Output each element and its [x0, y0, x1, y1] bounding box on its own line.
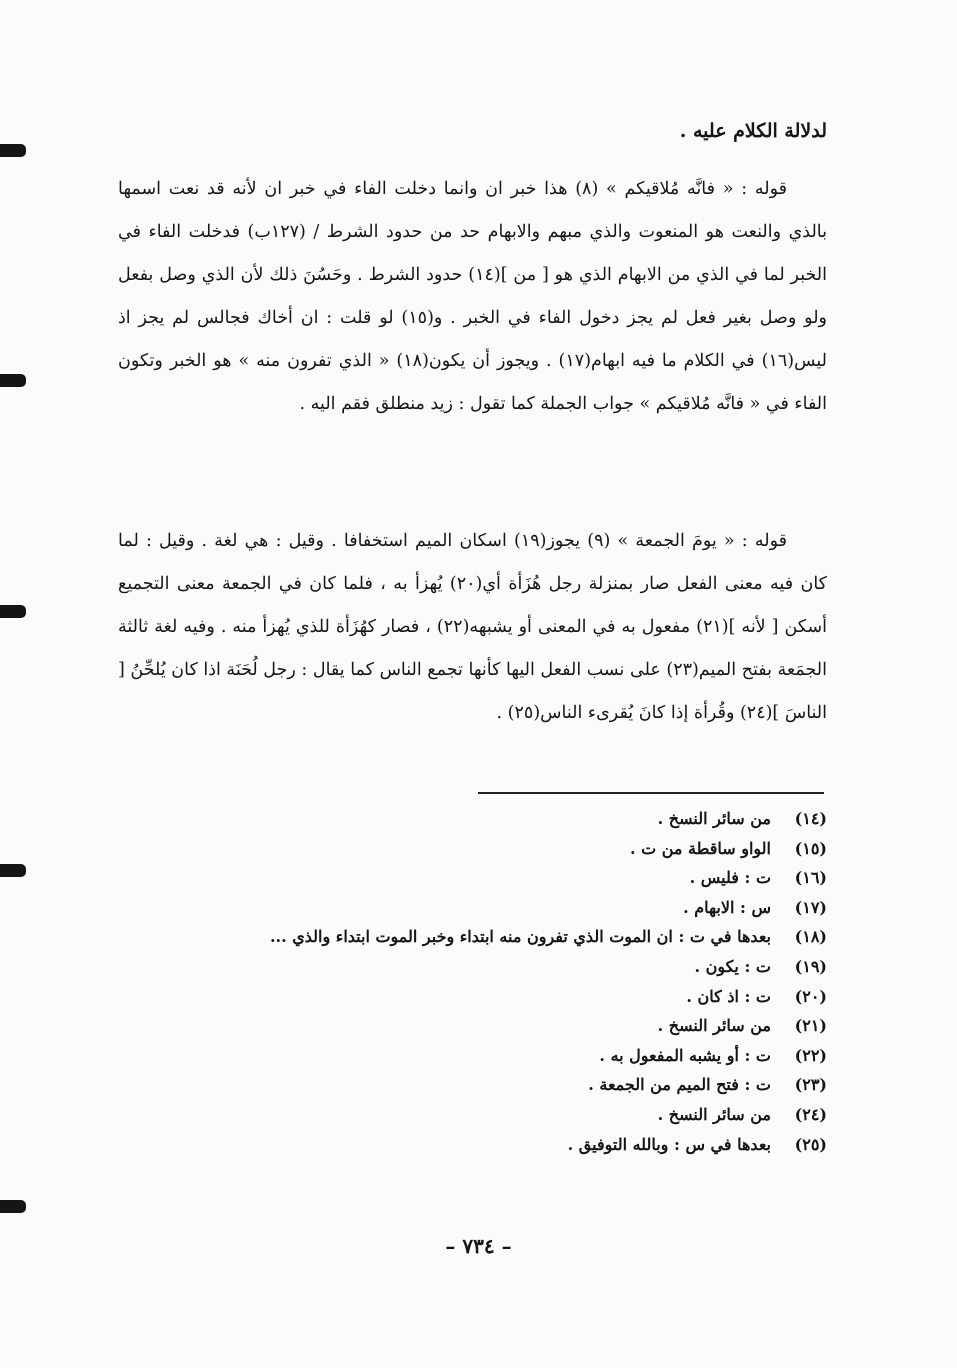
footnote-number: (٢٤): [794, 1104, 827, 1124]
footnote-text: من سائر النسخ .: [657, 809, 771, 828]
footnote: [118, 893, 827, 923]
footnote-number: (١٤): [794, 809, 827, 828]
footnote-text: بعدها في ت : ان الموت الذي تفرون منه ابتداء وخبر الموت ابتداء والذي ...: [269, 927, 771, 947]
footnote-number: (١٧): [794, 897, 827, 917]
footnote-number: (٢٣): [794, 1075, 827, 1095]
footnote: [118, 922, 827, 952]
footnote-text: بعدها في س : وبالله التوفيق .: [567, 1134, 771, 1154]
footnote-number: (٢٢): [794, 1045, 827, 1065]
footnote: [118, 1041, 827, 1071]
footnote-text: الواو ساقطة من ت .: [629, 838, 771, 858]
footnote-number: (١٥): [794, 838, 827, 858]
footnote-text: ت : يكون .: [694, 956, 771, 976]
binding-mark: [0, 1200, 26, 1213]
footnote-number: (٢٥): [794, 1134, 827, 1154]
paragraph: [118, 168, 827, 426]
footnote-number: (١٩): [794, 956, 827, 976]
footnote-text: س : الابهام .: [683, 897, 771, 917]
binding-mark: [0, 144, 26, 157]
footnote: [118, 982, 827, 1012]
paragraph-text: قوله : « فانَّه مُلاقيكم » (٨) هذا خبر ان وانما دخلت الفاء في خبر ان لأنه قد نعت اسمها بالذي والنعت هو المنعوت والذي مبهم والابهام حد من حدود الشرط / (١٢٧ب) فدخلت الفاء في الخبر لما في الذي من الابهام الذي هو [ من ](١٤) حدود الشرط . وحَسُنَ ذلك لأن الذي وصل بفعل ولو وصل بغير فعل لم يجز دخول الفاء في الخبر . و(١٥) لو قلت : ان أخاك فجالس لم يجز اذ ليس(١٦) في الكلام ما فيه ابهام(١٧) . ويجوز أن يكون(١٨) « الذي تفرون منه » هو الخبر وتكون الفاء في « فانَّه مُلاقيكم » جواب الجملة كما تقول : زيد منطلق فقم اليه .: [118, 179, 827, 414]
footnote-text: ت : أو يشبه المفعول به .: [599, 1045, 771, 1065]
page-number: – ٧٣٤ –: [445, 1234, 512, 1258]
footnote: [118, 804, 827, 834]
binding-mark: [0, 374, 26, 387]
footnote: [118, 863, 827, 893]
paragraph: [118, 520, 827, 735]
footnote: [118, 1011, 827, 1041]
footnote: [118, 952, 827, 982]
footnote-number: (١٦): [794, 868, 827, 888]
footnote: [118, 1130, 827, 1160]
paragraph-text: قوله : « يومَ الجمعة » (٩) يجوز(١٩) اسكان الميم استخفافا . وقيل : هي لغة . وقيل : لما كان فيه معنى الفعل صار بمنزلة رجل هُزَأة أي(٢٠) يُهزأ به ، فلما كان في الجمعة معنى التجميع أسكن [ لأنه ](٢١) مفعول به في المعنى أو يشبهه(٢٢) ، فصار كهُزَأة للذي يُهزأ منه . وفيه لغة ثالثة الجمَعة بفتح الميم(٢٣) على نسب الفعل اليها كأنها تجمع الناس كما يقال : رجل لُحَنَة اذا كان يُلحِّنُ [ الناسَ ](٢٤) وقُرأة إذا كانَ يُقرىء الناس(٢٥) .: [118, 531, 828, 723]
continuation-line: لدلالة الكلام عليه .: [679, 120, 827, 142]
footnote-number: (٢١): [794, 1016, 827, 1036]
footnote-separator: [478, 792, 824, 794]
footnote-text: ت : اذ كان .: [686, 986, 771, 1006]
footnotes-list: [118, 804, 827, 1159]
footnote-text: من سائر النسخ .: [657, 1016, 771, 1036]
footnote-text: من سائر النسخ .: [657, 1104, 771, 1124]
footnote-number: (٢٠): [794, 986, 827, 1006]
footnote-text: ت : فتح الميم من الجمعة .: [588, 1075, 771, 1095]
footnote: [118, 1070, 827, 1100]
binding-mark: [0, 864, 26, 877]
binding-mark: [0, 605, 26, 618]
footnote: [118, 1100, 827, 1130]
footnote-text: ت : فليس .: [689, 868, 771, 888]
footnote-number: (١٨): [794, 927, 827, 947]
footnote: [118, 834, 827, 864]
